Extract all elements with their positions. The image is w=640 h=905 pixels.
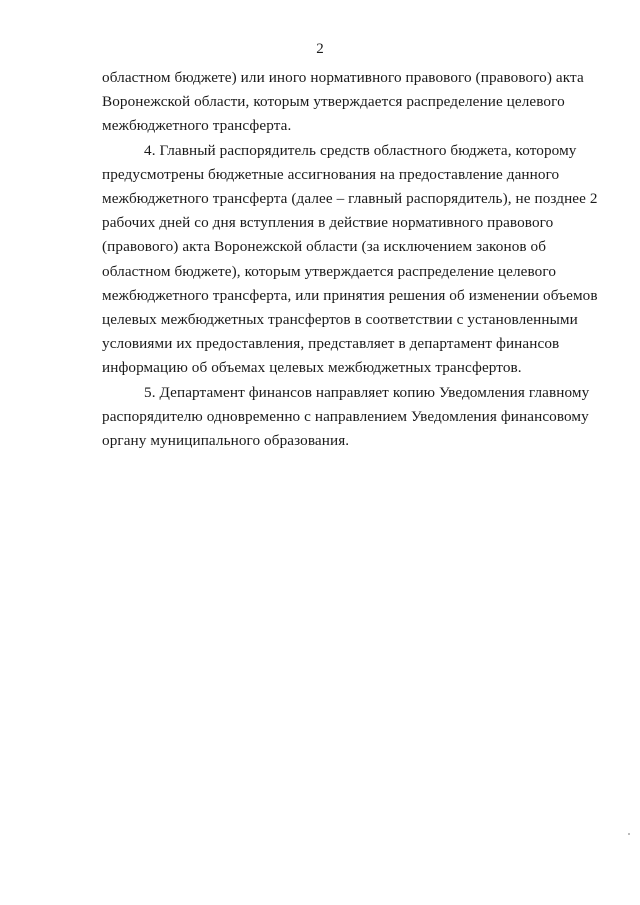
text-line: целевых межбюджетных трансфертов в соответствии с установленными (102, 311, 578, 329)
page-number: 2 (316, 41, 324, 57)
text-line: областном бюджете) или иного нормативного правового (правового) акта (102, 69, 584, 86)
text-line: межбюджетного трансферта. (102, 117, 292, 135)
scan-dot (628, 833, 630, 835)
text-line: рабочих дней со дня вступления в действие нормативного правового (102, 214, 554, 232)
text-line: 4. Главный распорядитель средств областного бюджета, которому (144, 141, 577, 159)
text-line: областном бюджете), которым утверждается распределение целевого (102, 262, 557, 280)
text-line: органу муниципального образования. (102, 432, 350, 450)
document-body (102, 66, 598, 453)
text-line: межбюджетного трансферта, или принятия решения об изменении объемов (102, 286, 598, 304)
paragraph-continuation (102, 66, 584, 139)
text-line: 5. Департамент финансов направляет копию Уведомления главному (144, 383, 590, 401)
text-line: условиями их предоставления, представляет в департамент финансов (102, 335, 560, 353)
text-line: информацию об объемах целевых межбюджетных трансфертов. (102, 359, 522, 377)
text-line: Воронежской области, которым утверждается распределение целевого (102, 93, 565, 111)
paragraph-4 (102, 139, 598, 381)
text-line: межбюджетного трансферта (далее – главный распорядитель), не позднее 2 (102, 190, 598, 208)
text-line: (правового) акта Воронежской области (за исключением законов об (102, 238, 547, 256)
text-line: распорядителю одновременно с направлением Уведомления финансовому (102, 407, 589, 425)
paragraph-5 (102, 381, 590, 454)
text-line: предусмотрены бюджетные ассигнования на предоставление данного (102, 165, 560, 183)
